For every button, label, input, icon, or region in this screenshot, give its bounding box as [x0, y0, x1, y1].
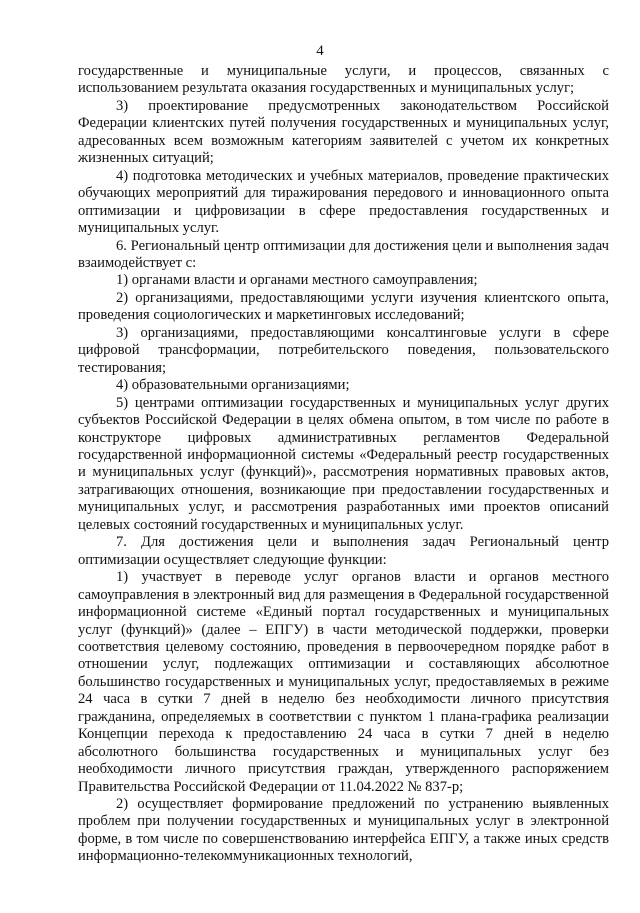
paragraph-6-item-2: 2) организациями, предоставляющими услуги изучения клиентского опыта, проведения социологических и маркетинговых исследований;	[78, 289, 609, 324]
paragraph-6-item-3: 3) организациями, предоставляющими консалтинговые услуги в сфере цифровой трансформации, потребительского поведения, пользовательского тестирования;	[78, 324, 609, 376]
paragraph-7-item-1: 1) участвует в переводе услуг органов власти и органов местного самоуправления в электронный вид для размещения в Федеральной государственной информационной системе «Единый портал государственных и муниципальных услуг (функций)» (далее – ЕПГУ) в части методической поддержки, проверки соответствия целевому состоянию, проведения в первоочередном порядке работ в отношении услуг, подлежащих оптимизации и составляющих абсолютное большинство государственных и муниципальных услуг, предоставляемых в режиме 24 часа в сутки 7 дней в неделю без необходимости личного присутствия гражданина, определяемых в соответствии с пунктом 1 плана-графика реализации Концепции перехода к предоставлению 24 часа в сутки 7 дней в неделю абсолютного большинства государственных и муниципальных услуг без необходимости личного присутствия граждан, утвержденного распоряжением Правительства Российской Федерации от 11.04.2022 № 837-р;	[78, 569, 609, 795]
document-body	[78, 63, 609, 866]
paragraph-7-item-2: 2) осуществляет формирование предложений по устранению выявленных проблем при получении государственных и муниципальных услуг в электронной форме, в том числе по совершенствованию интерфейса ЕПГУ, а также иных средств информационно-телекоммуникационных технологий,	[78, 796, 609, 865]
paragraph-item-3-design: 3) проектирование предусмотренных законодательством Российской Федерации клиентских путей получения государственных и муниципальных услуг, адресованных всем возможным категориям заявителей с учетом их конкретных жизненных ситуаций;	[78, 97, 609, 167]
paragraph-continuation: государственные и муниципальные услуги, и процессов, связанных с использованием результата оказания государственных и муниципальных услуг;	[78, 63, 609, 97]
paragraph-section-6: 6. Региональный центр оптимизации для достижения цели и выполнения задач взаимодействует с:	[78, 237, 609, 271]
paragraph-6-item-1: 1) органами власти и органами местного самоуправления;	[116, 272, 478, 289]
paragraph-6-item-4: 4) образовательными организациями;	[116, 377, 350, 394]
page-number: 4	[316, 43, 324, 59]
paragraph-item-4-materials: 4) подготовка методических и учебных материалов, проведение практических обучающих мероприятий для тиражирования передового и инновационного опыта оптимизации и цифровизации в сфере предоставления государственных и муниципальных услуг.	[78, 167, 609, 237]
paragraph-6-item-5: 5) центрами оптимизации государственных и муниципальных услуг других субъектов Российской Федерации в целях обмена опытом, в том числе по работе в конструкторе цифровых административных регламентов Федеральной государственной информационной системы «Федеральный реестр государственных и муниципальных услуг (функций)», рассмотрения нормативных правовых актов, затрагивающих отношения, возникающие при предоставлении государственных и муниципальных услуг, и рассмотрения разработанных ими проектов описаний целевых состояний государственных и муниципальных услуг.	[78, 394, 609, 533]
paragraph-section-7: 7. Для достижения цели и выполнения задач Региональный центр оптимизации осуществляет следующие функции:	[78, 534, 609, 568]
